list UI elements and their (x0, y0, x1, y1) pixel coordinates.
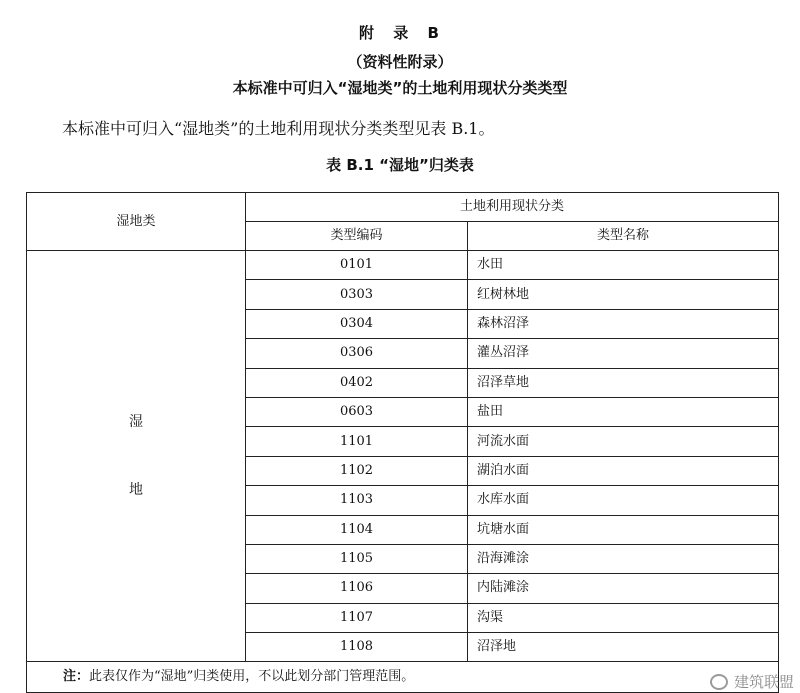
header-type-name: 类型名称 (468, 222, 779, 251)
type-code-cell: 1108 (246, 633, 468, 662)
type-code-cell: 1105 (246, 544, 468, 573)
appendix-subtitle: （资料性附录） (347, 53, 453, 71)
intro-paragraph: 本标准中可归入“湿地类”的土地利用现状分类类型见表 B.1。 (62, 119, 495, 138)
type-code-cell: 1106 (246, 574, 468, 603)
type-code-cell: 1103 (246, 486, 468, 515)
type-name-cell: 灌丛沼泽 (468, 339, 779, 368)
wetland-group-char: 湿 (129, 414, 143, 431)
header-type-code: 类型编码 (246, 222, 468, 251)
type-code-cell: 0304 (246, 309, 468, 338)
type-code-cell: 0303 (246, 280, 468, 309)
appendix-title: 附 录 B (359, 24, 441, 42)
wetland-group-cell (27, 251, 246, 662)
table-note (27, 662, 779, 693)
type-name-cell: 河流水面 (468, 427, 779, 456)
header-wetland-class: 湿地类 (27, 193, 246, 251)
type-name-cell: 盐田 (468, 397, 779, 426)
wetland-group-char: 地 (129, 482, 143, 499)
wechat-icon (710, 674, 728, 690)
type-name-cell: 沼泽草地 (468, 368, 779, 397)
type-name-cell: 湖泊水面 (468, 456, 779, 485)
table-note-row (27, 662, 779, 693)
type-code-cell: 1104 (246, 515, 468, 544)
type-code-cell: 1102 (246, 456, 468, 485)
type-name-cell: 沟渠 (468, 603, 779, 632)
type-code-cell: 1107 (246, 603, 468, 632)
header-landuse-classification: 土地利用现状分类 (246, 193, 779, 222)
table-header-row (27, 193, 779, 222)
wetland-classification-table (26, 192, 779, 693)
watermark-text: 建筑联盟 (733, 673, 794, 691)
type-name-cell: 内陆滩涂 (468, 574, 779, 603)
type-name-cell: 沿海滩涂 (468, 544, 779, 573)
type-name-cell: 沼泽地 (468, 633, 779, 662)
type-code-cell: 1101 (246, 427, 468, 456)
type-code-cell: 0603 (246, 397, 468, 426)
type-name-cell: 红树林地 (468, 280, 779, 309)
type-code-cell: 0402 (246, 368, 468, 397)
type-name-cell: 水田 (468, 251, 779, 280)
type-code-cell: 0101 (246, 251, 468, 280)
type-code-cell: 0306 (246, 339, 468, 368)
type-name-cell: 森林沼泽 (468, 309, 779, 338)
appendix-heading: 本标准中可归入“湿地类”的土地利用现状分类类型 (232, 79, 568, 97)
type-name-cell: 坑塘水面 (468, 515, 779, 544)
type-name-cell: 水库水面 (468, 486, 779, 515)
table-caption: 表 B.1 “湿地”归类表 (326, 156, 474, 174)
note-label: 注： (63, 669, 90, 685)
watermark (710, 671, 794, 692)
note-text: 此表仅作为“湿地”归类使用，不以此划分部门管理范围。 (89, 669, 415, 685)
table-row (27, 251, 779, 280)
